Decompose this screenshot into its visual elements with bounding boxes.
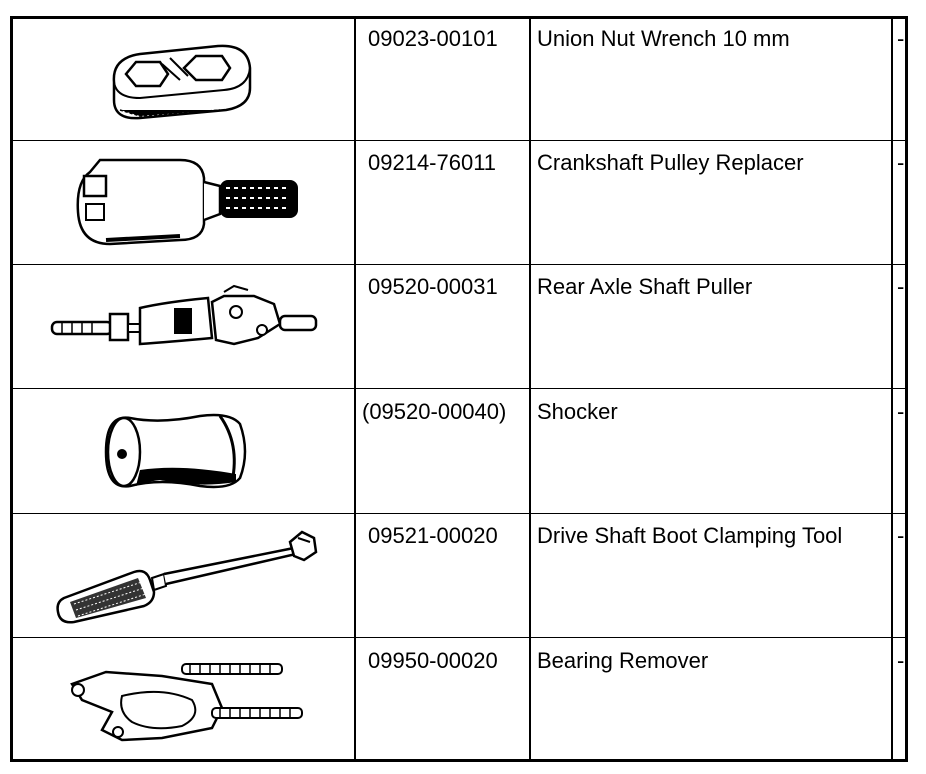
crankshaft-pulley-replacer-illustration	[70, 152, 310, 252]
column-divider	[529, 16, 531, 762]
part-number: 09520-00031	[368, 274, 498, 299]
union-nut-wrench-illustration	[100, 40, 260, 125]
column-divider	[354, 16, 356, 762]
rear-axle-shaft-puller-illustration	[48, 284, 328, 364]
part-number: 09521-00020	[368, 523, 498, 548]
row-divider	[10, 140, 908, 141]
bearing-remover-illustration	[62, 656, 312, 748]
tool-name: Bearing Remover	[537, 648, 709, 673]
row-divider	[10, 637, 908, 638]
tool-name: Crankshaft Pulley Replacer	[537, 150, 804, 175]
part-number: 09950-00020	[368, 648, 498, 673]
note: -	[897, 150, 905, 175]
note: -	[897, 274, 905, 299]
note: -	[897, 26, 905, 51]
tool-name: Drive Shaft Boot Clamping Tool	[537, 523, 843, 548]
tool-name: Union Nut Wrench 10 mm	[537, 26, 790, 51]
part-number: 09023-00101	[368, 26, 498, 51]
tool-name: Rear Axle Shaft Puller	[537, 274, 753, 299]
column-divider	[891, 16, 893, 762]
boot-clamping-tool-illustration	[54, 528, 324, 624]
part-number: 09214-76011	[368, 150, 497, 175]
row-divider	[10, 264, 908, 265]
note: -	[897, 399, 905, 424]
part-number: (09520-00040)	[362, 399, 507, 424]
row-divider	[10, 388, 908, 389]
row-divider	[10, 513, 908, 514]
shocker-illustration	[100, 404, 260, 500]
note: -	[897, 648, 905, 673]
tool-name: Shocker	[537, 399, 618, 424]
note: -	[897, 523, 905, 548]
